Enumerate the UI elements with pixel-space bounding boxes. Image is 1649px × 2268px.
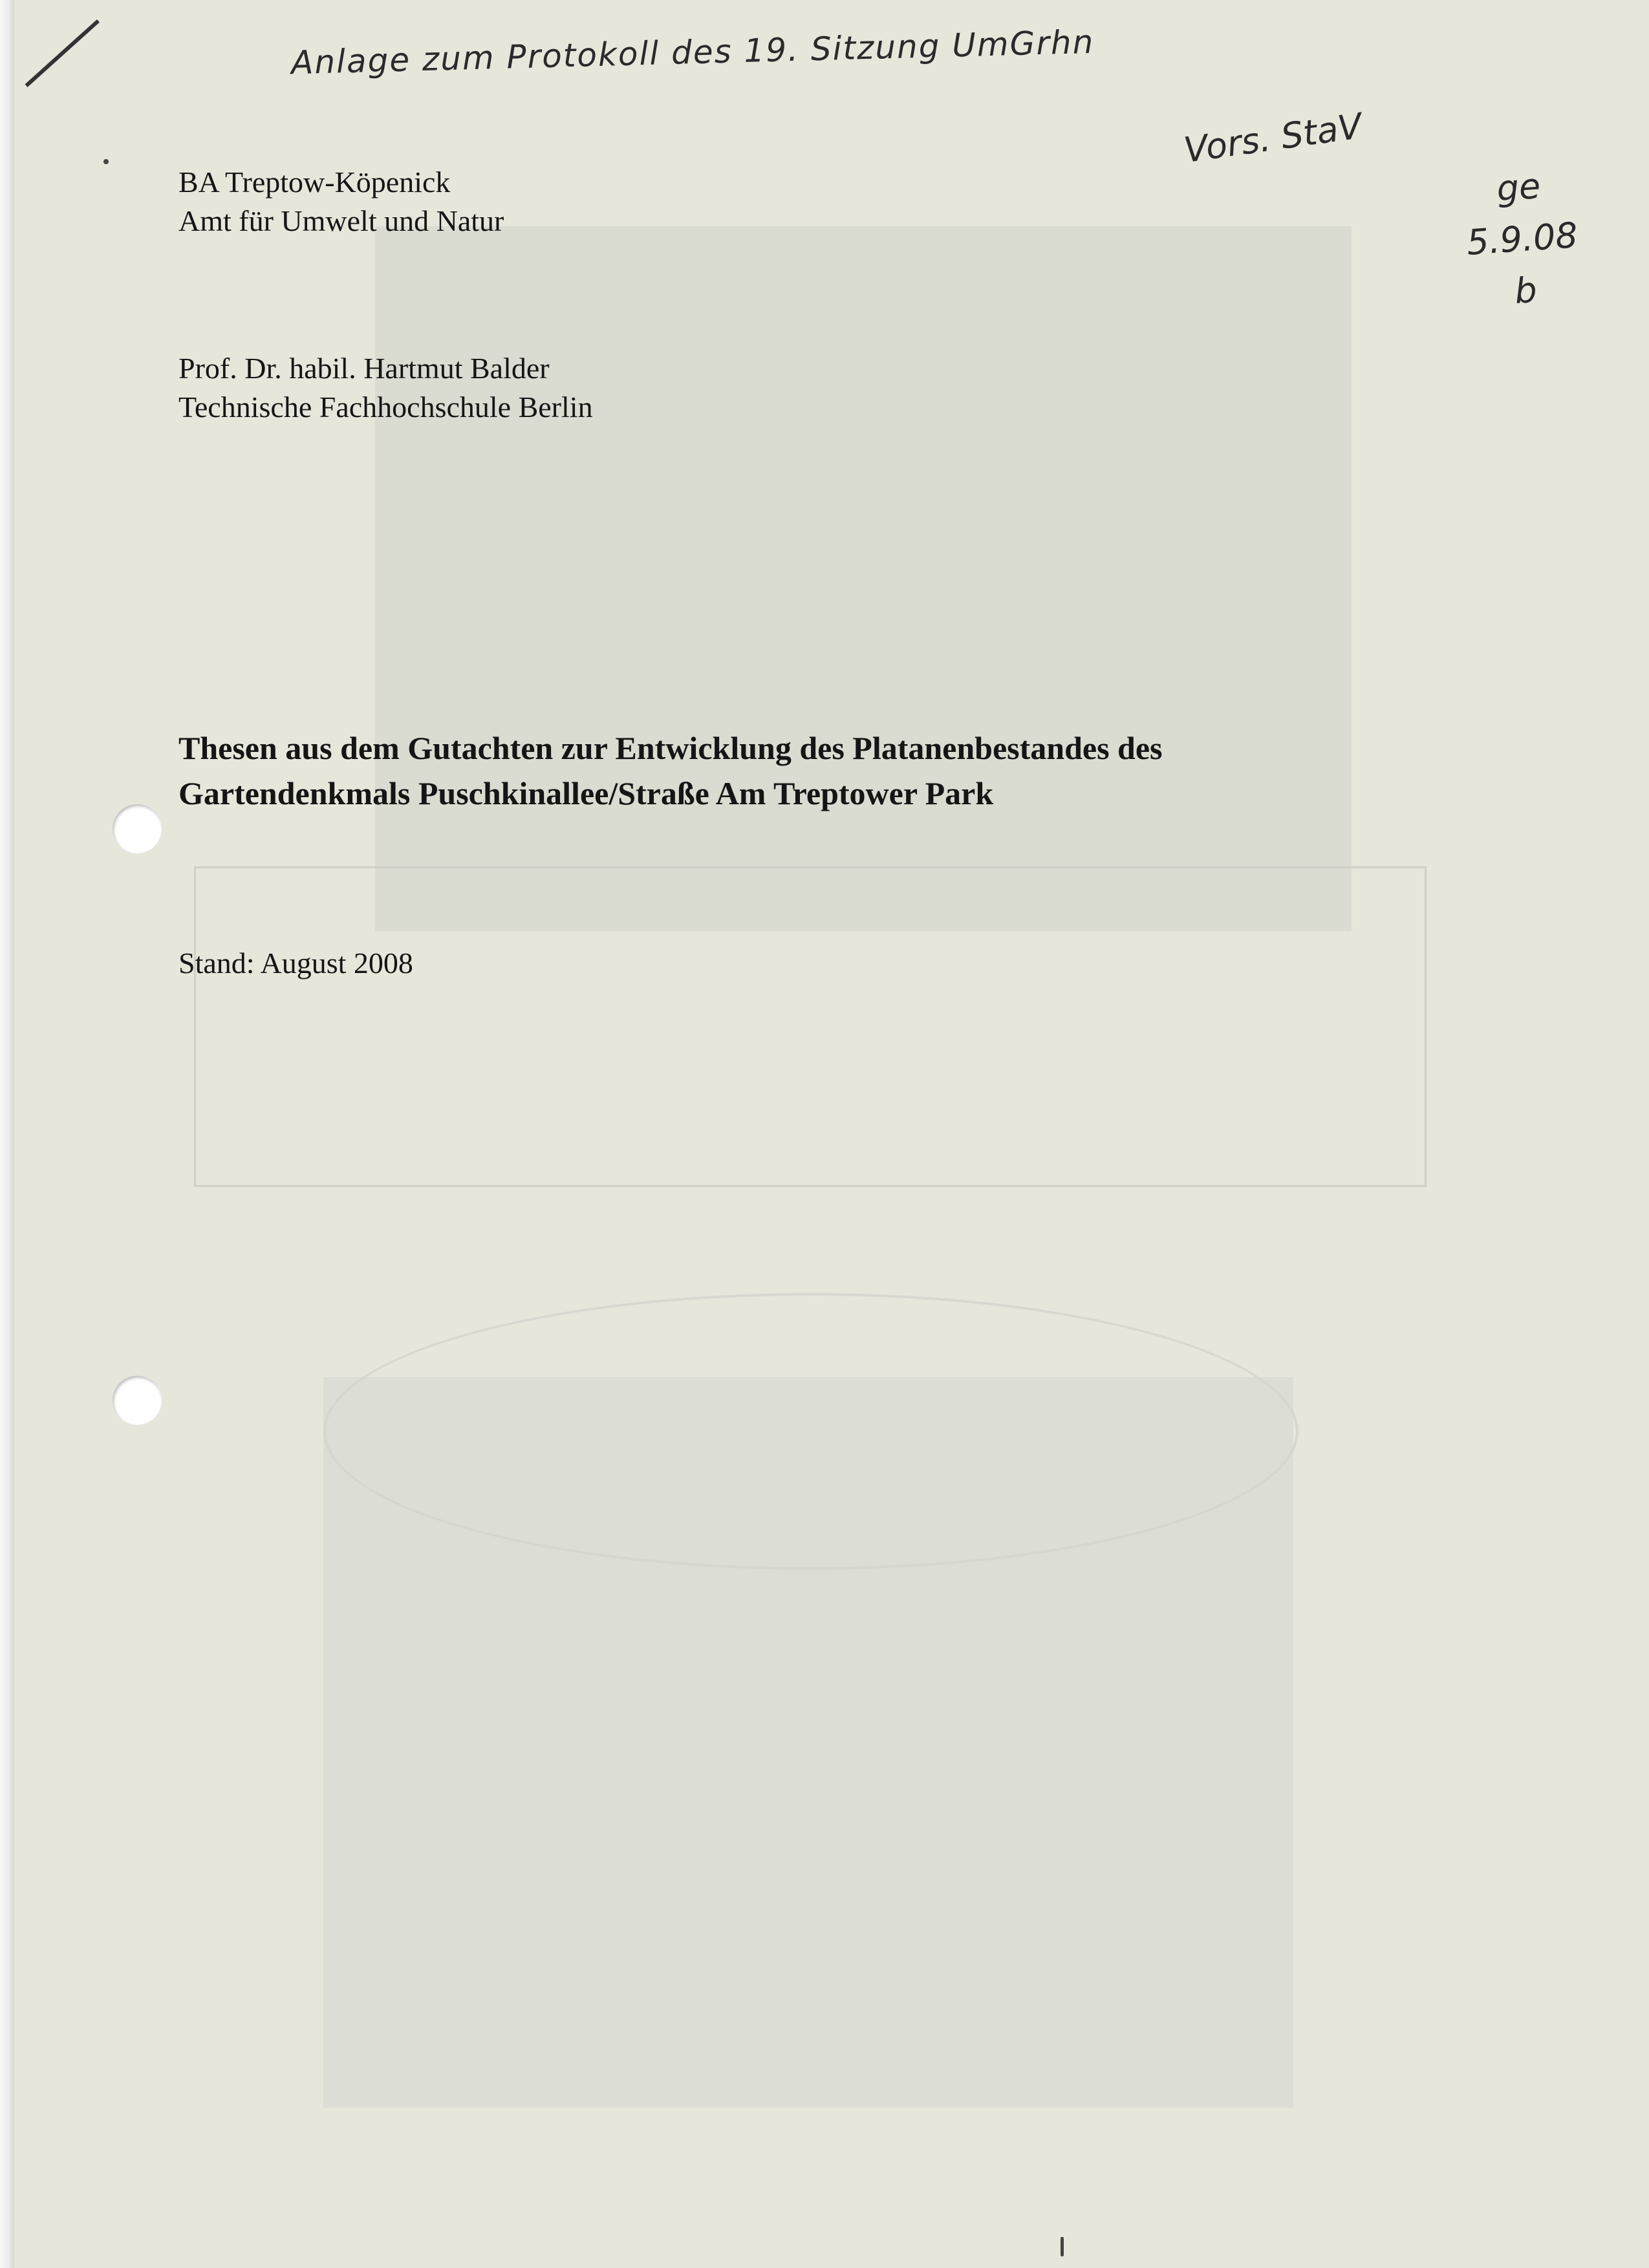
author-block: [178, 349, 593, 427]
author-name: Prof. Dr. habil. Hartmut Balder: [178, 352, 550, 385]
document-title-line2: Gartendenkmals Puschkinallee/Straße Am Treptower Park: [178, 775, 994, 811]
show-through-photo-bottom: [323, 1377, 1293, 2108]
author-institution: Technische Fachhochschule Berlin: [178, 390, 593, 423]
show-through-box: [194, 866, 1427, 1187]
org-name: BA Treptow-Köpenick: [178, 166, 451, 198]
document-title: [178, 725, 1163, 816]
handwritten-date-note: [1461, 158, 1583, 320]
page-left-edge: [0, 0, 14, 2268]
handwritten-date-line1: ge: [1495, 165, 1542, 209]
ink-mark: [1061, 2237, 1064, 2256]
show-through-photo-top: [375, 226, 1352, 931]
punch-hole-top: [113, 804, 162, 853]
handwritten-date-line2: 5.9.08: [1465, 215, 1579, 263]
org-department: Amt für Umwelt und Natur: [178, 204, 504, 237]
ink-dot: [103, 159, 109, 164]
handwritten-date-line3: b: [1513, 269, 1538, 312]
document-date-stand: Stand: August 2008: [178, 947, 413, 979]
organization-block: [178, 163, 504, 241]
document-title-line1: Thesen aus dem Gutachten zur Entwicklung des Platanenbestandes des: [178, 730, 1163, 766]
punch-hole-bottom: [113, 1376, 162, 1425]
handwritten-vors-note: Vors. StaV: [1181, 105, 1365, 171]
pen-stroke-mark: [25, 19, 100, 87]
handwritten-annex-note: Anlage zum Protokoll des 19. Sitzung UmGrhn: [290, 23, 1095, 82]
